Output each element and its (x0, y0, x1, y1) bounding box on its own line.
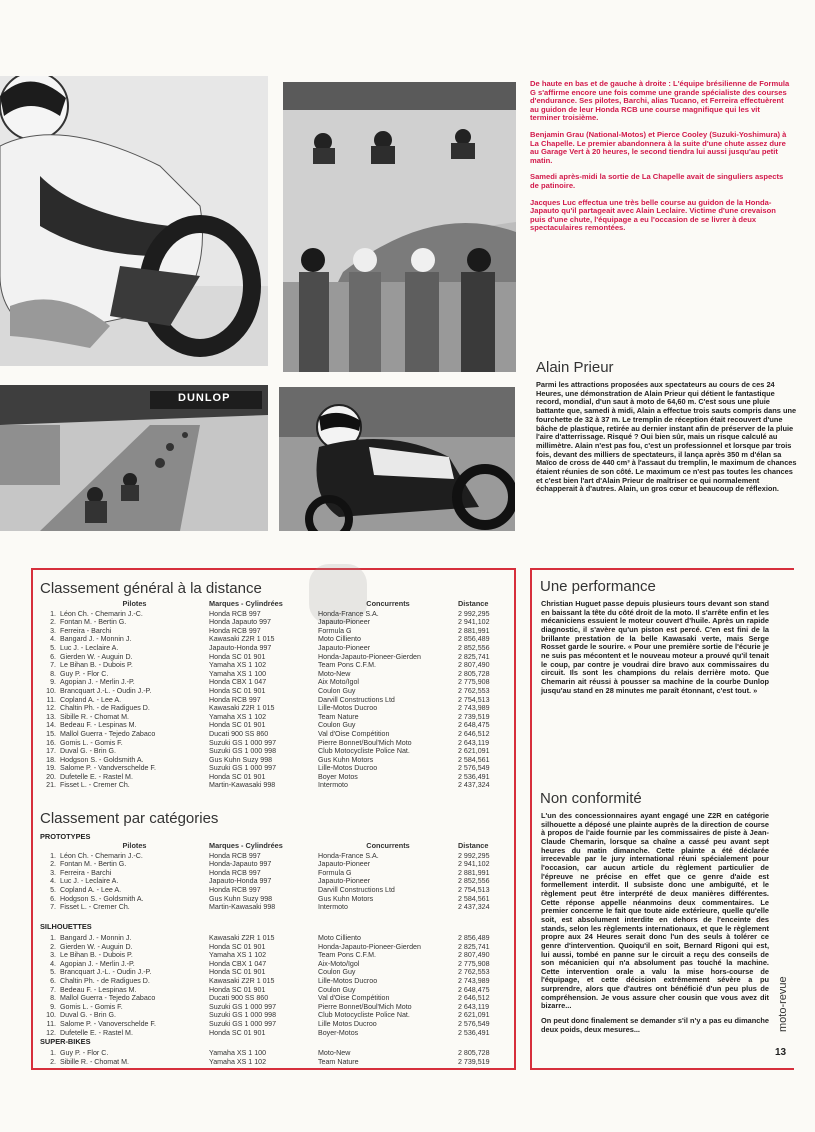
caption-formula-g: De haute en bas et de gauche à droite : L'équipe brésilienne de Formula G s'affirme encore une fois comme une grande spécialiste des courses d'endurance. Ses pilotes, Barchi, alias Tucano, et Ferreira effectuèrent au guidon de leur Honda RCB une course magnifique qui les vit terminer troisième. (530, 79, 790, 123)
pilotes-cell: Gomis L. - Gomis F. (60, 738, 123, 747)
pilotes-cell: Léon Ch. - Chemarin J.-C. (60, 851, 143, 860)
classement-general-table (42, 600, 514, 790)
col-concurrents: Concurrents (366, 842, 410, 850)
rank-cell: 17. (46, 747, 56, 756)
distance-cell: 2 584,561 (458, 755, 490, 764)
distance-cell: 2 856,489 (458, 635, 490, 644)
marque-cell: Martin-Kawasaki 998 (209, 781, 276, 790)
rank-cell: 21. (46, 781, 56, 790)
rank-cell: 8. (50, 994, 56, 1003)
rank-cell: 13. (46, 712, 56, 721)
distance-cell: 2 646,512 (458, 994, 490, 1003)
rank-cell: 11. (46, 1019, 56, 1028)
concurrent-cell: Lille-Motos Ducroo (318, 976, 378, 985)
table-row (42, 635, 514, 644)
table-row (42, 747, 514, 756)
performance-body: Christian Huguet passe depuis plusieurs tours devant son stand en baissant la tête du côté droit de la moto. Il s'arrête enfin et les mécaniciens essuient le moteur couvert d'huile. Après un rapide diagnostic, il s'avère qu'un piston est percé. C'en est fini de la brillante prestation de la belle Kawasaki verte, mais Serge Rosset garde le sourire. « Pour une première sortie de l'écurie je ne suis pas mécontent et le nouveau moteur a prouvé qu'il tenait le coup, par contre je voudrai dire bravo aux commissaires du circuit. Ils sont les champions du relais derrière moto. Que Chemarin ait réussi à pousser sa machine de la courbe Dunlop jusqu'au stand en 28 minutes me paraît étonnant, c'est tout. » (541, 599, 769, 695)
photo-captions (530, 80, 792, 241)
distance-cell: 2 536,491 (458, 772, 490, 781)
rank-cell: 1. (50, 609, 56, 618)
marque-cell: Honda RCB 997 (209, 626, 261, 635)
photo-dunlop-wet-track (0, 385, 268, 531)
table-row (42, 653, 514, 662)
pilotes-cell: Guy P. - Flor C. (60, 1049, 109, 1057)
photo-helmet-rider (0, 76, 268, 366)
distance-cell: 2 992,295 (458, 851, 490, 860)
marque-cell: Yamaha XS 1 100 (209, 669, 267, 678)
concurrent-cell: Moto Cilliento (318, 635, 361, 644)
rank-cell: 10. (46, 1011, 56, 1020)
distance-cell: 2 941,102 (458, 860, 490, 869)
classement-general-title: Classement général à la distance (40, 580, 262, 597)
rank-cell: 4. (50, 959, 56, 968)
table-row (42, 1003, 514, 1012)
alain-prieur-title: Alain Prieur (536, 359, 614, 376)
marque-cell: Ducati 900 SS 860 (209, 994, 269, 1003)
concurrent-cell: Lille-Motos Ducroo (318, 704, 378, 713)
rank-cell: 6. (50, 976, 56, 985)
rank-cell: 2. (50, 942, 56, 951)
marque-cell: Suzuki GS 1 000 997 (209, 738, 277, 747)
distance-cell: 2 754,513 (458, 695, 490, 704)
col-concurrents: Concurrents (366, 600, 410, 608)
caption-jacques-luc: Jacques Luc effectua une très belle course au guidon de la Honda-Japauto qu'il partageait avec Alain Leclaire. Victime d'une crevaison puis d'une chute, l'équipage a eu l'occasion de se livrer à deux spectaculaires remontées. (530, 197, 776, 233)
concurrent-cell: Japauto-Pioneer (318, 643, 371, 652)
marque-cell: Honda RCB 997 (209, 868, 261, 877)
concurrent-cell: Club Motocycliste Police Nat. (318, 1011, 410, 1020)
pilotes-cell: Fisset L. - Cremer Ch. (60, 903, 130, 912)
table-row (42, 764, 514, 773)
category-superbikes: SUPER-BIKES (40, 1037, 91, 1046)
caption-grau-cooley: Benjamin Grau (National-Motos) et Pierce Cooley (Suzuki-Yoshimura) à La Chapelle. Le premier abandonnera à la suite d'une chute assez dure au Garage Vert à 20 heures, le second tiendra lui aussi jusqu'au petit matin. (530, 129, 787, 165)
concurrent-cell: Japauto-Pioneer (318, 860, 371, 869)
table-row (42, 739, 514, 748)
concurrent-cell: Pierre Bonnet/Boul'Mich Moto (318, 1002, 412, 1011)
rank-cell: 7. (50, 661, 56, 670)
concurrent-cell: Coulon Guy (318, 721, 356, 730)
table-row (42, 943, 514, 952)
rank-cell: 1. (50, 851, 56, 860)
table-row (42, 860, 514, 869)
marque-cell: Suzuki GS 1 000 997 (209, 1002, 277, 1011)
table-row (42, 618, 514, 627)
rank-cell: 3. (50, 626, 56, 635)
marque-cell: Honda SC 01 901 (209, 942, 266, 951)
table-row (42, 687, 514, 696)
marque-cell: Kawasaki Z2R 1 015 (209, 635, 275, 644)
marque-cell: Honda Japauto 997 (209, 618, 271, 627)
table-row (42, 773, 514, 782)
table-row (42, 869, 514, 878)
col-marques: Marques - Cylindrées (209, 600, 283, 608)
pilotes-cell: Gierden W. - Auguin D. (60, 652, 133, 661)
concurrent-cell: Coulon Guy (318, 686, 356, 695)
rank-cell: 6. (50, 652, 56, 661)
marque-cell: Ducati 900 SS 860 (209, 729, 269, 738)
photo-honda-rider-leaning (279, 387, 515, 531)
marque-cell: Suzuki GS 1 000 998 (209, 1011, 277, 1020)
rank-cell: 3. (50, 951, 56, 960)
pilotes-cell: Fisset L. - Cremer Ch. (60, 781, 130, 790)
rank-cell: 15. (46, 729, 56, 738)
pilotes-cell: Dufetelle E. - Rastel M. (60, 1028, 133, 1037)
rank-cell: 2. (50, 860, 56, 869)
pilotes-cell: Brancquart J.-L. - Oudin J.-P. (60, 686, 152, 695)
conformite-title: Non conformité (540, 790, 642, 807)
alain-prieur-body: Parmi les attractions proposées aux spectateurs au cours de ces 24 Heures, une démonstration de Alain Prieur qui détient le fantastique record, mondial, d'un saut à moto de 64,60 m. C'est sous une pluie battante que, samedi à midi, Alain a effectue trois sauts compris dans une fourchette de 32 à 37 m. Le tremplin de réception était recouvert d'une bâche de plastique, retirée au dernier instant afin de préserver de la pluie l'aire d'atterrissage. Risqué ? Oui bien sûr, mais un risque calculé au millimètre. Alain n'est pas fou, c'est un professionnel et lorsque par trois fois, devant des milliers de spectateurs, il lança après 350 m d'élan sa Maïco de cross de 440 cm³ à l'assaut du tremplin, le maximum de chances étaient réunies de son côté. Le maximum ce n'est pas toutes les chances et c'est bien l'art d'Alain Prieur de maîtriser ce qui normalement échapperait à d'autres. Alain, un gros cœur et beaucoup de réflexion. (536, 380, 797, 494)
pilotes-cell: Mallol Guerra - Tejedo Zabaco (60, 729, 156, 738)
pilotes-cell: Copland A. - Lee A. (60, 885, 122, 894)
pilotes-cell: Copland A. - Lee A. (60, 695, 122, 704)
distance-cell: 2 881,991 (458, 868, 490, 877)
marque-cell: Suzuki GS 1 000 998 (209, 747, 277, 756)
pilotes-cell: Duval G. - Brin G. (60, 747, 116, 756)
pilotes-cell: Hodgson S. - Goldsmith A. (60, 755, 144, 764)
rank-cell: 4. (50, 877, 56, 886)
distance-cell: 2 807,490 (458, 951, 490, 960)
marque-cell: Yamaha XS 1 102 (209, 951, 267, 960)
pilotes-cell: Gomis L. - Gomis F. (60, 1002, 123, 1011)
pilotes-cell: Agopian J. - Merlin J.-P. (60, 678, 135, 687)
table-row (42, 661, 514, 670)
distance-cell: 2 621,091 (458, 1011, 490, 1020)
concurrent-cell: Intermoto (318, 903, 348, 912)
rank-cell: 5. (50, 885, 56, 894)
marque-cell: Honda SC 01 901 (209, 686, 266, 695)
table-row (42, 877, 514, 886)
rank-cell: 14. (46, 721, 56, 730)
distance-cell: 2 437,324 (458, 781, 490, 790)
distance-cell: 2 643,119 (458, 1002, 490, 1011)
concurrent-cell: Lille-Motos Ducroo (318, 764, 378, 773)
concurrent-cell: Team Nature (318, 1057, 359, 1066)
marque-cell: Honda SC 01 901 (209, 1028, 266, 1037)
col-distance: Distance (458, 600, 489, 608)
pilotes-cell: Le Bihan B. - Dubois P. (60, 661, 133, 670)
concurrent-cell: Coulon Guy (318, 968, 356, 977)
marque-cell: Suzuki GS 1 000 997 (209, 1019, 277, 1028)
pilotes-cell: Bedeau F. - Lespinas M. (60, 721, 137, 730)
distance-cell: 2 536,491 (458, 1028, 490, 1037)
rank-cell: 2. (50, 618, 56, 627)
table-row (42, 696, 514, 705)
concurrent-cell: Honda-France S.A. (318, 851, 379, 860)
concurrent-cell: Val d'Oise Compétition (318, 994, 390, 1003)
rank-cell: 5. (50, 643, 56, 652)
concurrent-cell: Pierre Bonnet/Boul'Mich Moto (318, 738, 412, 747)
rank-cell: 4. (50, 635, 56, 644)
marque-cell: Japauto-Honda 997 (209, 877, 272, 886)
concurrent-cell: Japauto-Pioneer (318, 877, 371, 886)
concurrent-cell: Val d'Oise Compétition (318, 729, 390, 738)
concurrent-cell: Boyer-Motos (318, 1028, 359, 1037)
classement-categories-title: Classement par catégories (40, 810, 219, 827)
pilotes-cell: Guy P. - Flor C. (60, 669, 109, 678)
distance-cell: 2 584,561 (458, 894, 490, 903)
concurrent-cell: Lille Motos Ducroo (318, 1019, 377, 1028)
table-row (42, 704, 514, 713)
marque-cell: Kawasaki Z2R 1 015 (209, 704, 275, 713)
pilotes-cell: Chaltin Ph. - de Radigues D. (60, 976, 150, 985)
distance-cell: 2 825,741 (458, 942, 490, 951)
distance-cell: 2 805,728 (458, 669, 490, 678)
rank-cell: 3. (50, 868, 56, 877)
distance-cell: 2 881,991 (458, 626, 490, 635)
marque-cell: Kawasaki Z2R 1 015 (209, 976, 275, 985)
table-row (42, 968, 514, 977)
distance-cell: 2 941,102 (458, 618, 490, 627)
marque-cell: Honda SC 01 901 (209, 985, 266, 994)
rank-cell: 12. (46, 704, 56, 713)
rank-cell: 19. (46, 764, 56, 773)
col-marques: Marques - Cylindrées (209, 842, 283, 850)
silhouettes-table (42, 934, 514, 1037)
marque-cell: Martin-Kawasaki 998 (209, 903, 276, 912)
col-pilotes: Pilotes (122, 842, 147, 850)
table-row (42, 1049, 514, 1058)
distance-cell: 2 739,519 (458, 712, 490, 721)
concurrent-cell: Honda-France S.A. (318, 609, 379, 618)
rank-cell: 7. (50, 903, 56, 912)
concurrent-cell: Team Pons C.F.M. (318, 951, 376, 960)
pilotes-cell: Salome P. - Vandverschelde F. (60, 764, 156, 773)
marque-cell: Honda SC 01 901 (209, 652, 266, 661)
table-row (42, 644, 514, 653)
caption-la-chapelle: Samedi après-midi la sortie de La Chapelle avait de singuliers aspects de patinoire. (530, 172, 784, 190)
marque-cell: Honda RCB 997 (209, 609, 261, 618)
pilotes-cell: Gierden W. - Auguin D. (60, 942, 133, 951)
table-row (42, 977, 514, 986)
rank-cell: 1. (50, 934, 56, 942)
conformite-paragraph-2: On peut donc finalement se demander s'il n'y a pas eu dimanche deux poids, deux mesures... (541, 1016, 769, 1034)
table-row (42, 721, 514, 730)
magazine-label: moto-revue (777, 976, 789, 1032)
table-row (42, 756, 514, 765)
table-row (42, 903, 514, 912)
pilotes-cell: Le Bihan B. - Dubois P. (60, 951, 133, 960)
distance-cell: 2 739,519 (458, 1057, 490, 1066)
pilotes-cell: Hodgson S. - Goldsmith A. (60, 894, 144, 903)
table-row (42, 713, 514, 722)
rank-cell: 9. (50, 678, 56, 687)
marque-cell: Kawasaki Z2R 1 015 (209, 934, 275, 942)
distance-cell: 2 852,556 (458, 643, 490, 652)
prototypes-table (42, 842, 514, 912)
concurrent-cell: Honda-Japauto-Pioneer-Gierden (318, 942, 421, 951)
category-silhouettes: SILHOUETTES (40, 922, 92, 931)
pilotes-cell: Bedeau F. - Lespinas M. (60, 985, 137, 994)
concurrent-cell: Formula G (318, 626, 352, 635)
concurrent-cell: Coulon Guy (318, 985, 356, 994)
distance-cell: 2 775,908 (458, 678, 490, 687)
pilotes-cell: Bangard J. - Monnin J. (60, 635, 132, 644)
table-row (42, 670, 514, 679)
distance-cell: 2 856,489 (458, 934, 490, 942)
distance-cell: 2 762,553 (458, 968, 490, 977)
distance-cell: 2 576,549 (458, 764, 490, 773)
table-row (42, 1058, 514, 1067)
pilotes-cell: Brancquart J.-L. - Oudin J.-P. (60, 968, 152, 977)
magazine-name (771, 958, 791, 1034)
marque-cell: Yamaha XS 1 100 (209, 1049, 267, 1057)
table-row (42, 886, 514, 895)
table-row (42, 895, 514, 904)
table-row (42, 934, 514, 943)
pilotes-cell: Ferreira - Barchi (60, 626, 112, 635)
table-row (42, 1029, 514, 1038)
concurrent-cell: Aix Moto/Igol (318, 678, 360, 687)
marque-cell: Yamaha XS 1 102 (209, 1057, 267, 1066)
table-row (42, 610, 514, 619)
col-distance: Distance (458, 842, 489, 850)
table-row (42, 994, 514, 1003)
marque-cell: Honda SC 01 901 (209, 772, 266, 781)
rank-cell: 7. (50, 985, 56, 994)
rank-cell: 10. (46, 686, 56, 695)
rank-cell: 20. (46, 772, 56, 781)
concurrent-cell: Club Motocycliste Police Nat. (318, 747, 410, 756)
concurrent-cell: Darvill Constructions Ltd (318, 695, 395, 704)
concurrent-cell: Japauto-Pioneer (318, 618, 371, 627)
pilotes-cell: Bangard J. - Monnin J. (60, 934, 132, 942)
concurrent-cell: Boyer Motos (318, 772, 358, 781)
pilotes-cell: Salome P. - Vanoverschelde F. (60, 1019, 156, 1028)
distance-cell: 2 807,490 (458, 661, 490, 670)
concurrent-cell: Formula G (318, 868, 352, 877)
concurrent-cell: Intermoto (318, 781, 348, 790)
marque-cell: Suzuki GS 1 000 997 (209, 764, 277, 773)
marque-cell: Honda-Japauto 997 (209, 860, 272, 869)
concurrent-cell: Honda-Japauto-Pioneer-Gierden (318, 652, 421, 661)
table-row (42, 951, 514, 960)
distance-cell: 2 852,556 (458, 877, 490, 886)
rank-cell: 5. (50, 968, 56, 977)
table-row (42, 678, 514, 687)
distance-cell: 2 754,513 (458, 885, 490, 894)
concurrent-cell: Gus Kuhn Motors (318, 755, 374, 764)
rank-cell: 2. (50, 1057, 56, 1066)
pilotes-cell: Sibille R. - Chomat M. (60, 1057, 129, 1066)
distance-cell: 2 576,549 (458, 1019, 490, 1028)
table-row (42, 986, 514, 995)
table-row (42, 730, 514, 739)
superbikes-table (42, 1049, 514, 1066)
concurrent-cell: Moto Cilliento (318, 934, 361, 942)
pilotes-cell: Mallol Guerra - Tejedo Zabaco (60, 994, 156, 1003)
performance-title: Une performance (540, 578, 656, 595)
rank-cell: 8. (50, 669, 56, 678)
rank-cell: 11. (46, 695, 56, 704)
marque-cell: Yamaha XS 1 102 (209, 661, 267, 670)
distance-cell: 2 805,728 (458, 1049, 490, 1057)
distance-cell: 2 621,091 (458, 747, 490, 756)
table-row (42, 781, 514, 790)
pilotes-cell: Ferreira - Barchi (60, 868, 112, 877)
marque-cell: Honda RCB 997 (209, 851, 261, 860)
concurrent-cell: Aix-Moto/Igol (318, 959, 360, 968)
marque-cell: Honda RCB 997 (209, 885, 261, 894)
pilotes-cell: Sibille R. - Chomat M. (60, 712, 129, 721)
marque-cell: Honda CBX 1 047 (209, 678, 267, 687)
distance-cell: 2 775,908 (458, 959, 490, 968)
concurrent-cell: Darvill Constructions Ltd (318, 885, 395, 894)
pilotes-cell: Léon Ch. - Chemarin J.-C. (60, 609, 143, 618)
concurrent-cell: Moto-New (318, 669, 351, 678)
distance-cell: 2 646,512 (458, 729, 490, 738)
rank-cell: 1. (50, 1049, 56, 1057)
pilotes-cell: Fontan M. - Bertin G. (60, 618, 127, 627)
distance-cell: 2 762,553 (458, 686, 490, 695)
pilotes-cell: Luc J. - Leclaire A. (60, 877, 119, 886)
rank-cell: 18. (46, 755, 56, 764)
conformite-body (541, 812, 769, 1040)
dunlop-sign-text: DUNLOP (178, 392, 231, 404)
concurrent-cell: Team Pons C.F.M. (318, 661, 376, 670)
conformite-paragraph-1: L'un des concessionnaires ayant engagé une Z2R en catégorie silhouette a déposé une plainte auprès de la direction de course à propos de l'aide fournie par les commissaires de piste à Jean-Claude Chemarin, lorsque sa chaîne a cassé peu avant sept heures du matin dimanche. Cette plainte a été déclarée irrecevable par le jury international réuni spécialement pour l'occasion, car aucun article du règlement particulier de l'épreuve ne précise en effet que ce genre d'aide est formellement interdit. Il subsiste donc une ambiguïté, et le règlement peut être interprété de deux manières différentes. Cette réponse appelle néanmoins deux commentaires. Le premier concerne le fait que toute aide extérieure, quelle qu'elle soit, est absolument interdite en dehors de l'enceinte des stands, selon les règlements internationaux, et que le règlement propre aux 24 Heures serait donc l'un des seuls à tolérer ce genre d'intervention. Quoiqu'il en soit, Bernard Rigoni qui est, lui aussi, tombé en panne sur le circuit a reçu des conseils de son mécanicien qui n'a absolument pas touché la machine. Cette intervention orale a valu la mise hors-course de l'équipage, et cette décision extrêmement sévère a pu surprendre, alors que d'autres ont bénéficié d'un peu plus de compréhension. Je vous assure cher cousin que vous avez dit bizarre... (541, 811, 769, 1011)
distance-cell: 2 825,741 (458, 652, 490, 661)
concurrent-cell: Moto-New (318, 1049, 351, 1057)
distance-cell: 2 743,989 (458, 704, 490, 713)
table-row (42, 1011, 514, 1020)
marque-cell: Honda RCB 997 (209, 695, 261, 704)
pilotes-cell: Agopian J. - Merlin J.-P. (60, 959, 135, 968)
distance-cell: 2 643,119 (458, 738, 490, 747)
distance-cell: 2 648,475 (458, 985, 490, 994)
rank-cell: 12. (46, 1028, 56, 1037)
table-row (42, 852, 514, 861)
distance-cell: 2 992,295 (458, 609, 490, 618)
photo-rain-track-fans (283, 82, 516, 372)
col-pilotes: Pilotes (122, 600, 147, 608)
table-row (42, 1020, 514, 1029)
category-prototypes: PROTOTYPES (40, 832, 91, 841)
distance-cell: 2 648,475 (458, 721, 490, 730)
pilotes-cell: Fontan M. - Bertin G. (60, 860, 127, 869)
rank-cell: 16. (46, 738, 56, 747)
pilotes-cell: Luc J. - Leclaire A. (60, 643, 119, 652)
pilotes-cell: Chaltin Ph. - de Radigues D. (60, 704, 150, 713)
marque-cell: Gus Kuhn Suzy 998 (209, 894, 273, 903)
page-number: 13 (775, 1047, 787, 1058)
pilotes-cell: Dufetelle E. - Rastel M. (60, 772, 133, 781)
marque-cell: Japauto-Honda 997 (209, 643, 272, 652)
rank-cell: 9. (50, 1002, 56, 1011)
marque-cell: Yamaha XS 1 102 (209, 712, 267, 721)
table-row (42, 960, 514, 969)
concurrent-cell: Team Nature (318, 712, 359, 721)
marque-cell: Honda SC 01 901 (209, 968, 266, 977)
distance-cell: 2 743,989 (458, 976, 490, 985)
pilotes-cell: Duval G. - Brin G. (60, 1011, 116, 1020)
concurrent-cell: Gus Kuhn Motors (318, 894, 374, 903)
marque-cell: Honda CBX 1 047 (209, 959, 267, 968)
rank-cell: 6. (50, 894, 56, 903)
distance-cell: 2 437,324 (458, 903, 490, 912)
marque-cell: Gus Kuhn Suzy 998 (209, 755, 273, 764)
table-row (42, 627, 514, 636)
marque-cell: Honda SC 01 901 (209, 721, 266, 730)
